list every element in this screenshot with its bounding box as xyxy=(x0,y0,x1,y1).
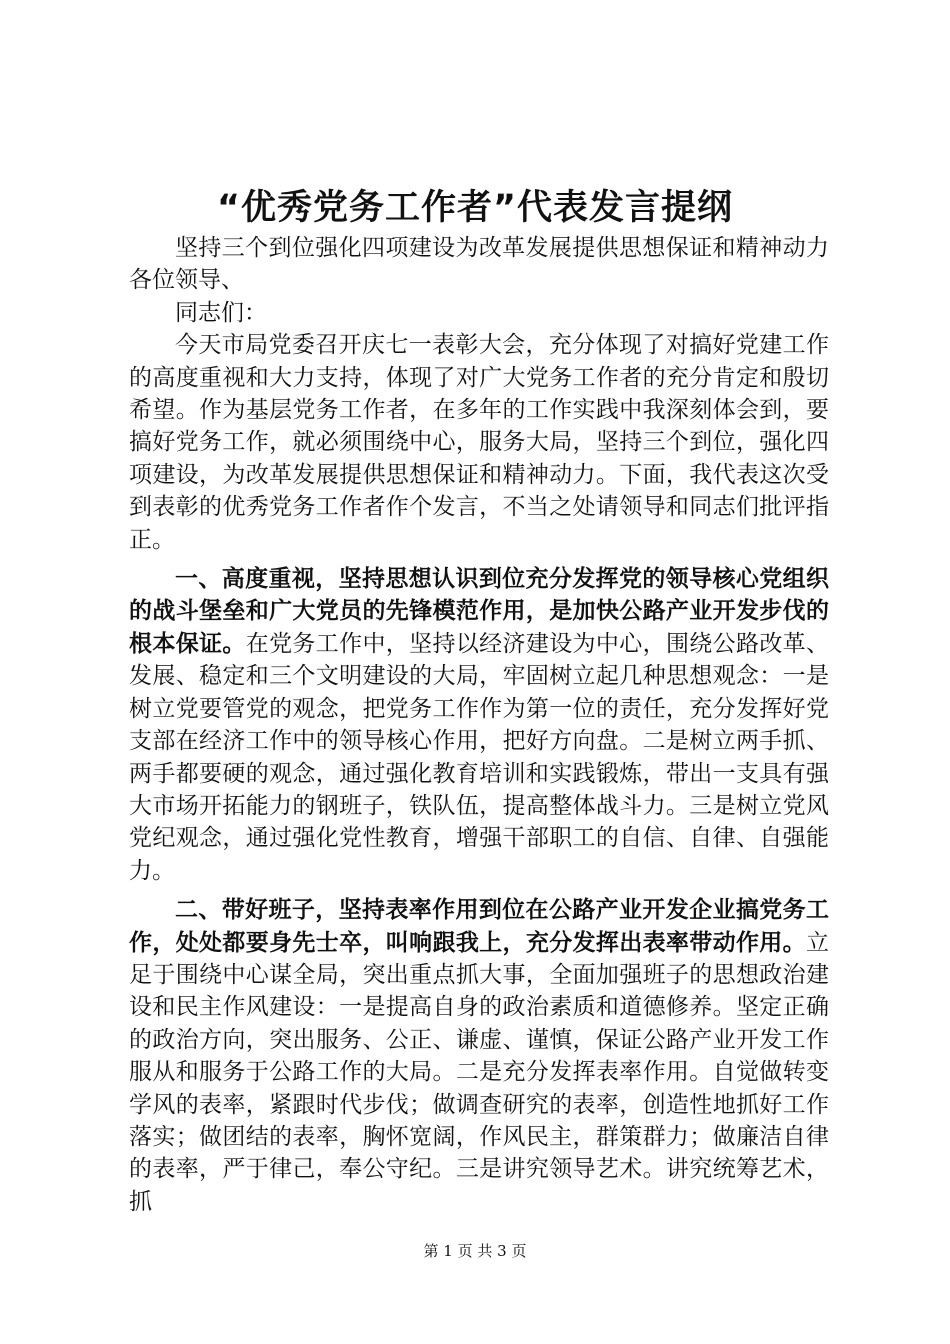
paragraph-intro: 坚持三个到位强化四项建设为改革发展提供思想保证和精神动力各位领导、 xyxy=(129,235,829,294)
section-two-text: 立足于围绕中心谋全局，突出重点抓大事，全面加强班子的思想政治建设和民主作风建设：一是提高自身的政治素质和道德修养。坚定正确的政治方向，突出服务、公正、谦虚、谨慎，保证公路产业开发工作服从和服务于公路工作的大局。二是充分发挥表率作用。自觉做转变学风的表率，紧跟时代步伐；做调查研究的表率，创造性地抓好工作落实；做团结的表率，胸怀宽阔，作风民主，群策群力；做廉洁自律的表率，严于律己，奉公守纪。三是讲究领导艺术。讲究统筹艺术，抓 xyxy=(129,929,829,1215)
paragraph-section-two xyxy=(129,894,829,1218)
paragraph-salutation: 同志们： xyxy=(175,299,267,326)
section-two-heading: 二、带好班子，坚持表率作用到位在公路产业开发企业搞党务工作，处处都要身先士卒，叫响跟我上，充分发挥出表率带动作用。 xyxy=(129,897,829,956)
document-title: “优秀党务工作者”代表发言提纲 xyxy=(216,188,733,228)
paragraph-opening: 今天市局党委召开庆七一表彰大会，充分体现了对搞好党建工作的高度重视和大力支持，体现了对广大党务工作者的充分肯定和殷切希望。作为基层党务工作者，在多年的工作实践中我深刻体会到，要搞好党务工作，就必须围绕中心，服务大局，坚持三个到位，强化四项建设，为改革发展提供思想保证和精神动力。下面，我代表这次受到表彰的优秀党务工作者作个发言，不当之处请领导和同志们批评指正。 xyxy=(129,332,829,553)
page-footer: 第 1 页 共 3 页 xyxy=(423,1242,527,1260)
section-one-text: 在党务工作中，坚持以经济建设为中心，围绕公路改革、发展、稳定和三个文明建设的大局，牢固树立起几种思想观念：一是树立党要管党的观念，把党务工作作为第一位的责任，充分发挥好党支部在经济工作中的领导核心作用，把好方向盘。二是树立两手抓、两手都要硬的观念，通过强化教育培训和实践锻炼，带出一支具有强大市场开拓能力的钢班子，铁队伍，提高整体战斗力。三是树立党风党纪观念，通过强化党性教育，增强干部职工的自信、自律、自强能力。 xyxy=(129,630,830,884)
section-one-heading: 一、高度重视，坚持思想认识到位充分发挥党的领导核心党组织的战斗堡垒和广大党员的先锋模范作用，是加快公路产业开发步伐的根本保证。 xyxy=(129,566,829,657)
paragraph-section-one xyxy=(129,563,829,887)
document-body xyxy=(129,232,829,1218)
